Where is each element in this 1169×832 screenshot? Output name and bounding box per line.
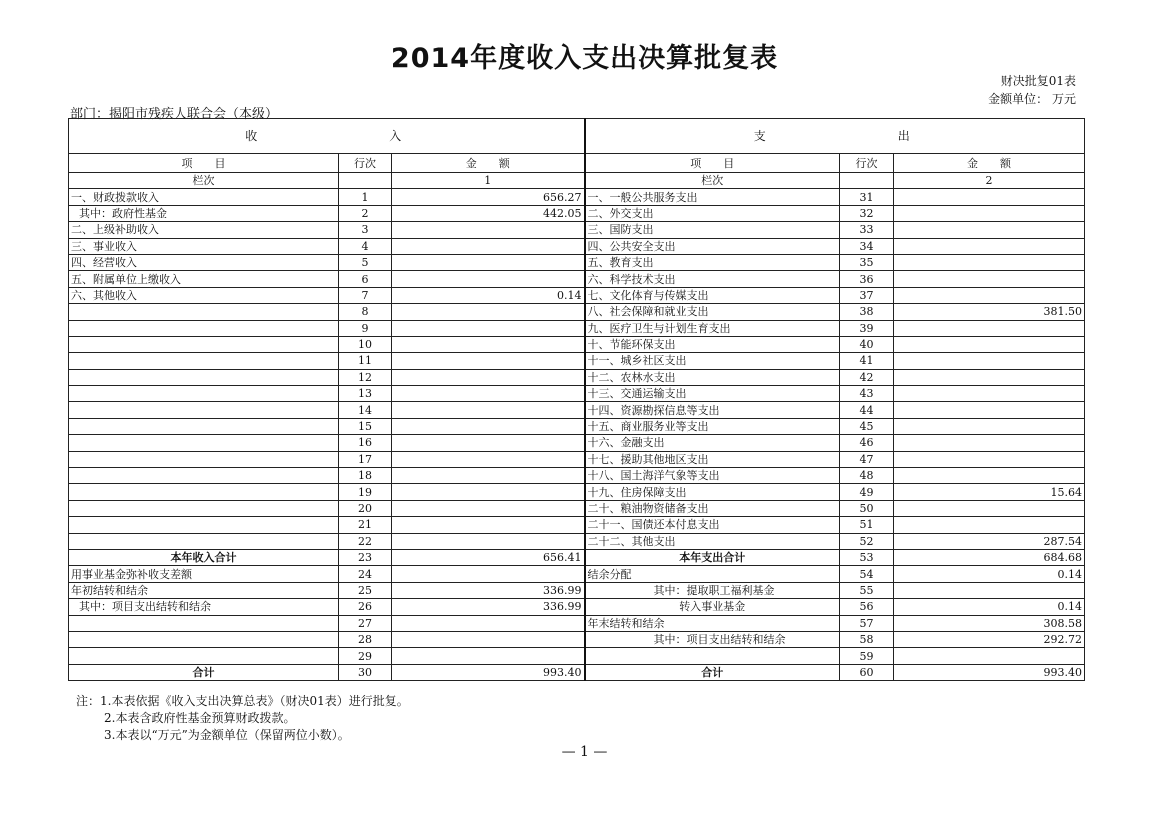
table-row <box>69 582 1085 598</box>
income-line-cell: 16 <box>339 435 392 451</box>
expense-item-cell: 五、教育支出 <box>585 254 840 270</box>
income-item-cell <box>69 435 339 451</box>
income-line-cell: 22 <box>339 533 392 549</box>
expense-col-index: 2 <box>894 173 1085 189</box>
income-line-cell: 25 <box>339 582 392 598</box>
expense-item-cell: 二十二、其他支出 <box>585 533 840 549</box>
income-line-cell: 14 <box>339 402 392 418</box>
income-amount-cell <box>392 468 585 484</box>
income-item-cell <box>69 451 339 467</box>
income-item-cell <box>69 320 339 336</box>
footnote-1: 注：1.本表依据《收入支出决算总表》（财决01表）进行批复。 <box>76 694 409 708</box>
expense-line-cell: 44 <box>840 402 894 418</box>
income-item-header: 项 目 <box>69 154 339 173</box>
income-amount-cell <box>392 484 585 500</box>
expense-amount-cell: 15.64 <box>894 484 1085 500</box>
expense-line-cell: 45 <box>840 418 894 434</box>
income-item-cell <box>69 533 339 549</box>
income-item-cell: 一、财政拨款收入 <box>69 189 339 205</box>
income-col-blank <box>339 173 392 189</box>
table-row <box>69 402 1085 418</box>
form-number: 财决批复01表 <box>1000 74 1076 88</box>
table-row <box>69 254 1085 270</box>
expense-line-cell: 48 <box>840 468 894 484</box>
table-row <box>69 468 1085 484</box>
income-col-index: 1 <box>392 173 585 189</box>
expense-item-cell: 四、公共安全支出 <box>585 238 840 254</box>
expense-line-cell: 60 <box>840 664 894 680</box>
expense-item-cell: 十二、农林水支出 <box>585 369 840 385</box>
income-line-cell: 18 <box>339 468 392 484</box>
income-line-cell: 11 <box>339 353 392 369</box>
expense-line-cell: 57 <box>840 615 894 631</box>
expense-amount-cell: 684.68 <box>894 549 1085 565</box>
table-row <box>69 222 1085 238</box>
expense-item-cell: 十四、资源勘探信息等支出 <box>585 402 840 418</box>
expense-line-cell: 31 <box>840 189 894 205</box>
footnote-3: 3.本表以“万元”为金额单位（保留两位小数）。 <box>104 728 350 742</box>
income-item-cell: 二、上级补助收入 <box>69 222 339 238</box>
income-item-cell: 三、事业收入 <box>69 238 339 254</box>
table-row <box>69 271 1085 287</box>
expense-line-cell: 37 <box>840 287 894 303</box>
table-row <box>69 287 1085 303</box>
expense-item-cell: 三、国防支出 <box>585 222 840 238</box>
expense-amount-cell <box>894 369 1085 385</box>
table-row <box>69 418 1085 434</box>
expense-item-cell: 七、文化体育与传媒支出 <box>585 287 840 303</box>
expense-item-cell: 合计 <box>585 664 840 680</box>
expense-line-cell: 59 <box>840 648 894 664</box>
expense-amount-cell <box>894 418 1085 434</box>
table-row <box>69 369 1085 385</box>
table-row <box>69 320 1085 336</box>
expense-item-cell: 本年支出合计 <box>585 549 840 565</box>
income-amount-cell <box>392 435 585 451</box>
expense-amount-cell: 381.50 <box>894 304 1085 320</box>
income-amount-cell <box>392 517 585 533</box>
expense-item-cell: 八、社会保障和就业支出 <box>585 304 840 320</box>
income-amount-cell <box>392 402 585 418</box>
income-line-header: 行次 <box>339 154 392 173</box>
income-amount-cell <box>392 615 585 631</box>
income-line-cell: 21 <box>339 517 392 533</box>
expense-amount-cell <box>894 402 1085 418</box>
income-item-cell <box>69 615 339 631</box>
income-amount-cell <box>392 500 585 516</box>
table-row <box>69 435 1085 451</box>
table-row <box>69 517 1085 533</box>
expense-line-cell: 55 <box>840 582 894 598</box>
expense-amount-cell <box>894 353 1085 369</box>
expense-amount-cell: 292.72 <box>894 631 1085 647</box>
expense-col-blank <box>840 173 894 189</box>
income-line-cell: 7 <box>339 287 392 303</box>
table-row <box>69 336 1085 352</box>
expense-line-cell: 54 <box>840 566 894 582</box>
income-line-cell: 30 <box>339 664 392 680</box>
table-row <box>69 599 1085 615</box>
expense-amount-cell <box>894 468 1085 484</box>
income-line-cell: 23 <box>339 549 392 565</box>
expense-amount-cell <box>894 451 1085 467</box>
income-item-cell: 其中：政府性基金 <box>69 205 339 221</box>
income-amount-cell: 656.41 <box>392 549 585 565</box>
section-header-row <box>69 119 1085 154</box>
page-title: 2014年度收入支出决算批复表 <box>390 43 779 74</box>
income-amount-cell <box>392 648 585 664</box>
income-item-cell <box>69 336 339 352</box>
table-row <box>69 615 1085 631</box>
income-amount-cell <box>392 386 585 402</box>
income-amount-cell <box>392 304 585 320</box>
expense-item-cell: 十七、援助其他地区支出 <box>585 451 840 467</box>
expense-line-cell: 41 <box>840 353 894 369</box>
expense-amount-cell <box>894 582 1085 598</box>
income-line-cell: 6 <box>339 271 392 287</box>
footnote-2: 2.本表含政府性基金预算财政拨款。 <box>104 711 296 725</box>
expense-line-header: 行次 <box>840 154 894 173</box>
income-amount-cell <box>392 320 585 336</box>
expense-line-cell: 32 <box>840 205 894 221</box>
expense-item-cell: 其中：提取职工福利基金 <box>585 582 840 598</box>
expense-amount-cell <box>894 238 1085 254</box>
expense-line-cell: 50 <box>840 500 894 516</box>
expense-line-cell: 52 <box>840 533 894 549</box>
income-line-cell: 8 <box>339 304 392 320</box>
income-line-cell: 4 <box>339 238 392 254</box>
income-line-cell: 29 <box>339 648 392 664</box>
expense-line-cell: 51 <box>840 517 894 533</box>
page-number: — 1 — <box>561 744 608 760</box>
income-line-cell: 20 <box>339 500 392 516</box>
expense-item-header: 项 目 <box>585 154 840 173</box>
income-amount-cell <box>392 336 585 352</box>
income-section-header: 收 入 <box>69 119 585 154</box>
income-amount-cell <box>392 271 585 287</box>
income-amount-cell: 336.99 <box>392 582 585 598</box>
income-line-cell: 26 <box>339 599 392 615</box>
income-item-cell <box>69 468 339 484</box>
table-row <box>69 533 1085 549</box>
expense-line-cell: 38 <box>840 304 894 320</box>
expense-item-cell: 十一、城乡社区支出 <box>585 353 840 369</box>
table-row <box>69 205 1085 221</box>
expense-item-cell: 十九、住房保障支出 <box>585 484 840 500</box>
expense-amount-cell <box>894 320 1085 336</box>
amount-unit: 金额单位： 万元 <box>988 92 1076 106</box>
expense-amount-cell <box>894 500 1085 516</box>
income-item-cell <box>69 517 339 533</box>
income-amount-cell: 442.05 <box>392 205 585 221</box>
expense-line-cell: 56 <box>840 599 894 615</box>
income-amount-cell <box>392 533 585 549</box>
table-row <box>69 631 1085 647</box>
expense-line-cell: 40 <box>840 336 894 352</box>
expense-amount-cell <box>894 648 1085 664</box>
table-row <box>69 304 1085 320</box>
income-item-cell <box>69 484 339 500</box>
income-item-cell <box>69 500 339 516</box>
income-line-cell: 13 <box>339 386 392 402</box>
table-row <box>69 664 1085 680</box>
expense-item-cell: 六、科学技术支出 <box>585 271 840 287</box>
expense-line-cell: 58 <box>840 631 894 647</box>
expense-item-cell: 其中：项目支出结转和结余 <box>585 631 840 647</box>
footnotes <box>76 693 409 744</box>
income-item-cell: 四、经营收入 <box>69 254 339 270</box>
income-amount-cell <box>392 254 585 270</box>
income-line-cell: 28 <box>339 631 392 647</box>
expense-amount-cell <box>894 517 1085 533</box>
income-line-cell: 24 <box>339 566 392 582</box>
expense-line-cell: 43 <box>840 386 894 402</box>
income-line-cell: 2 <box>339 205 392 221</box>
income-item-cell: 年初结转和结余 <box>69 582 339 598</box>
expense-item-cell <box>585 648 840 664</box>
expense-amount-cell <box>894 189 1085 205</box>
income-item-cell: 用事业基金弥补收支差额 <box>69 566 339 582</box>
expense-item-cell: 转入事业基金 <box>585 599 840 615</box>
expense-amount-cell <box>894 254 1085 270</box>
expense-line-cell: 42 <box>840 369 894 385</box>
expense-amount-cell <box>894 271 1085 287</box>
income-item-cell: 五、附属单位上缴收入 <box>69 271 339 287</box>
income-item-cell <box>69 386 339 402</box>
income-line-cell: 12 <box>339 369 392 385</box>
income-amount-cell <box>392 222 585 238</box>
income-line-cell: 10 <box>339 336 392 352</box>
income-item-cell <box>69 631 339 647</box>
expense-line-cell: 35 <box>840 254 894 270</box>
column-index-row <box>69 173 1085 189</box>
income-line-cell: 15 <box>339 418 392 434</box>
income-line-cell: 19 <box>339 484 392 500</box>
table-row <box>69 451 1085 467</box>
income-line-cell: 17 <box>339 451 392 467</box>
expense-amount-cell: 993.40 <box>894 664 1085 680</box>
income-item-cell: 六、其他收入 <box>69 287 339 303</box>
income-item-cell <box>69 402 339 418</box>
income-line-cell: 1 <box>339 189 392 205</box>
income-amount-cell <box>392 238 585 254</box>
expense-amount-cell <box>894 287 1085 303</box>
expense-col-label: 栏次 <box>585 173 840 189</box>
expense-line-cell: 39 <box>840 320 894 336</box>
income-line-cell: 27 <box>339 615 392 631</box>
table-row <box>69 566 1085 582</box>
income-amount-cell <box>392 418 585 434</box>
table-row <box>69 238 1085 254</box>
income-amount-cell <box>392 353 585 369</box>
income-line-cell: 5 <box>339 254 392 270</box>
expense-line-cell: 34 <box>840 238 894 254</box>
budget-table <box>68 118 1085 681</box>
income-col-label: 栏次 <box>69 173 339 189</box>
expense-item-cell: 十、节能环保支出 <box>585 336 840 352</box>
table-row <box>69 189 1085 205</box>
expense-amount-cell <box>894 435 1085 451</box>
income-item-cell: 本年收入合计 <box>69 549 339 565</box>
expense-amount-cell: 287.54 <box>894 533 1085 549</box>
expense-item-cell: 十八、国土海洋气象等支出 <box>585 468 840 484</box>
income-amount-cell <box>392 451 585 467</box>
income-line-cell: 3 <box>339 222 392 238</box>
income-amount-cell: 993.40 <box>392 664 585 680</box>
expense-amount-cell: 0.14 <box>894 599 1085 615</box>
table-row <box>69 648 1085 664</box>
expense-line-cell: 47 <box>840 451 894 467</box>
table-row <box>69 386 1085 402</box>
expense-item-cell: 二、外交支出 <box>585 205 840 221</box>
income-item-cell <box>69 304 339 320</box>
income-item-cell <box>69 353 339 369</box>
expense-item-cell: 二十、粮油物资储备支出 <box>585 500 840 516</box>
income-item-cell <box>69 369 339 385</box>
income-item-cell: 合计 <box>69 664 339 680</box>
income-amount-cell: 336.99 <box>392 599 585 615</box>
expense-line-cell: 46 <box>840 435 894 451</box>
expense-line-cell: 53 <box>840 549 894 565</box>
expense-amount-cell <box>894 386 1085 402</box>
expense-amount-cell <box>894 222 1085 238</box>
income-item-cell: 其中：项目支出结转和结余 <box>69 599 339 615</box>
expense-item-cell: 十五、商业服务业等支出 <box>585 418 840 434</box>
income-amount-header: 金 额 <box>392 154 585 173</box>
expense-item-cell: 结余分配 <box>585 566 840 582</box>
expense-line-cell: 49 <box>840 484 894 500</box>
table-row <box>69 484 1085 500</box>
expense-item-cell: 十六、金融支出 <box>585 435 840 451</box>
income-item-cell <box>69 648 339 664</box>
expense-item-cell: 一、一般公共服务支出 <box>585 189 840 205</box>
income-amount-cell <box>392 631 585 647</box>
expense-item-cell: 年末结转和结余 <box>585 615 840 631</box>
expense-line-cell: 36 <box>840 271 894 287</box>
table-row <box>69 549 1085 565</box>
income-amount-cell: 0.14 <box>392 287 585 303</box>
expense-item-cell: 二十一、国债还本付息支出 <box>585 517 840 533</box>
expense-amount-header: 金 额 <box>894 154 1085 173</box>
table-row <box>69 500 1085 516</box>
expense-amount-cell: 308.58 <box>894 615 1085 631</box>
expense-section-header: 支 出 <box>585 119 1085 154</box>
income-amount-cell: 656.27 <box>392 189 585 205</box>
expense-item-cell: 十三、交通运输支出 <box>585 386 840 402</box>
expense-item-cell: 九、医疗卫生与计划生育支出 <box>585 320 840 336</box>
expense-amount-cell: 0.14 <box>894 566 1085 582</box>
income-amount-cell <box>392 369 585 385</box>
department-label: 部门：揭阳市残疾人联合会（本级） <box>70 107 279 122</box>
income-item-cell <box>69 418 339 434</box>
expense-amount-cell <box>894 205 1085 221</box>
column-header-row <box>69 154 1085 173</box>
expense-line-cell: 33 <box>840 222 894 238</box>
expense-amount-cell <box>894 336 1085 352</box>
income-line-cell: 9 <box>339 320 392 336</box>
table-row <box>69 353 1085 369</box>
income-amount-cell <box>392 566 585 582</box>
